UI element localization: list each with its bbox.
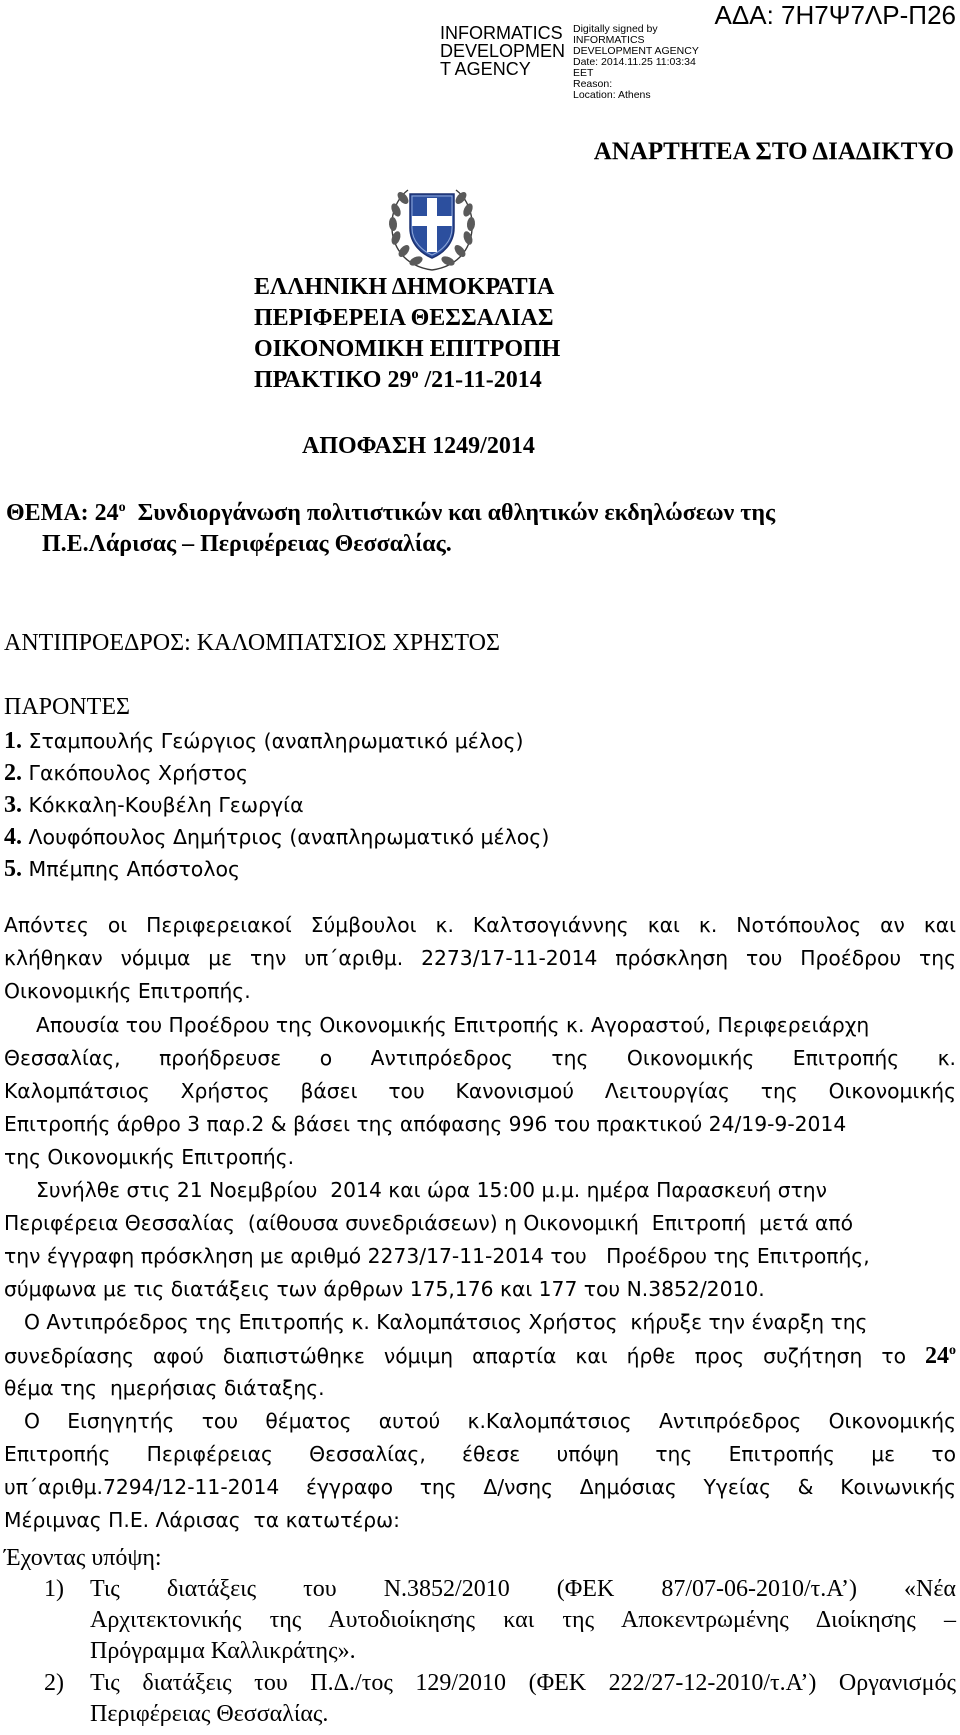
opening-text: συνεδρίασης αφού διαπιστώθηκε νόμιμη απαρτία και ήρθε προς συζήτηση το (4, 1344, 906, 1368)
rapporteur-paragraph-2 (4, 1442, 956, 1466)
opening-topic-number (925, 1343, 956, 1369)
subject-line (6, 500, 775, 527)
meeting-line: Περιφέρεια Θεσσαλίας (αίθουσα συνεδριάσεων) η Οικονομική Επιτροπή μετά από (4, 1211, 854, 1235)
considering-number: 1) (44, 1576, 64, 1602)
list-item (4, 853, 549, 885)
signature-detail-line: Location: Athens (573, 89, 651, 101)
opening-line: θέμα της ημερήσιας διάταξης. (4, 1376, 325, 1400)
signature-signer-name (440, 24, 570, 78)
rapporteur-line: Μέριμνας Π.Ε. Λάρισας τα κατωτέρω: (4, 1508, 400, 1532)
member-number: 5. (4, 856, 22, 882)
signature-name-line: T AGENCY (440, 59, 531, 79)
considering-line: Τις διατάξεις του Π.Δ./τος 129/2010 (ΦΕΚ 222/27-12-2010/τ.Α’) Οργανισμός (90, 1670, 956, 1696)
header-region: ΠΕΡΙΦΕΡΕΙΑ ΘΕΣΣΑΛΙΑΣ (254, 305, 554, 331)
greek-emblem-icon (382, 176, 482, 276)
signature-detail-line: EET (573, 67, 594, 79)
member-number: 2. (4, 760, 22, 786)
opening-topic-ordinal: ο (949, 1343, 956, 1358)
meeting-line: την έγγραφη πρόσκληση με αριθμό 2273/17-11-2014 του Προέδρου της Επιτροπής, (4, 1244, 870, 1268)
meeting-line: σύμφωνα με τις διατάξεις των άρθρων 175,176 και 177 του Ν.3852/2010. (4, 1277, 765, 1301)
opening-paragraph-2 (4, 1343, 956, 1370)
chair-absence-line: Απουσία του Προέδρου της Οικονομικής Επιτροπής κ. Αγοραστού, Περιφερειάρχη (36, 1013, 870, 1037)
minutes-prefix: ΠΡΑΚΤΙΚΟ 29 (254, 367, 412, 393)
meeting-line: Συνήλθε στις 21 Νοεμβρίου 2014 και ώρα 15:00 μ.μ. ημέρα Παρασκευή στην (36, 1178, 827, 1202)
present-members-title: ΠΑΡΟΝΤΕΣ (4, 694, 130, 720)
chair-absence-paragraph-3 (4, 1079, 956, 1103)
rapporteur-line: Ο Εισηγητής του θέματος αυτού κ.Καλομπάτσιος Αντιπρόεδρος Οικονομικής (24, 1409, 956, 1433)
opening-topic-num: 24 (925, 1343, 949, 1369)
ada-code: ΑΔΑ: 7Η7Ψ7ΛΡ-Π26 (714, 0, 956, 30)
absent-paragraph-2 (4, 946, 956, 970)
rapporteur-paragraph-3 (4, 1475, 956, 1499)
considering-line: Αρχιτεκτονικής της Αυτοδιοίκησης και της Αποκεντρωμένης Διοίκησης – (90, 1607, 956, 1633)
member-number: 1. (4, 728, 22, 754)
absent-line: κλήθηκαν νόμιμα με την υπ΄αριθμ. 2273/17-11-2014 πρόσκληση του Προέδρου της (4, 946, 956, 970)
signature-name-line: INFORMATICS (440, 23, 563, 43)
header-committee: ΟΙΚΟΝΟΜΙΚΗ ΕΠΙΤΡΟΠΗ (254, 336, 561, 362)
minutes-ordinal: ο (411, 367, 419, 382)
considering-line: Τις διατάξεις του Ν.3852/2010 (ΦΕΚ 87/07-06-2010/τ.Α’) «Νέα (90, 1576, 956, 1602)
member-name: Γακόπουλος Χρήστος (22, 761, 249, 785)
chair-absence-line: της Οικονομικής Επιτροπής. (4, 1145, 295, 1169)
absent-line: Απόντες οι Περιφερειακοί Σύμβουλοι κ. Καλτσογιάννης και κ. Νοτόπουλος αν και (4, 913, 956, 937)
chair-absence-paragraph-2 (4, 1046, 956, 1070)
rapporteur-line: υπ΄αριθμ.7294/12-11-2014 έγγραφο της Δ/νσης Δημόσιας Υγείας & Κοινωνικής (4, 1475, 956, 1499)
absent-paragraph (4, 913, 956, 937)
header-minutes (254, 366, 542, 394)
opening-line-2 (4, 1343, 956, 1370)
considering-number: 2) (44, 1670, 64, 1696)
member-name: Κόκκαλη-Κουβέλη Γεωργία (22, 793, 304, 817)
signature-detail-line: INFORMATICS (573, 34, 645, 46)
subject-text: Συνδιοργάνωση πολιτιστικών και αθλητικών εκδηλώσεων της (125, 500, 776, 526)
rapporteur-line: Επιτροπής Περιφέρειας Θεσσαλίας, έθεσε υπόψη της Επιτροπής με το (4, 1442, 956, 1466)
considering-item-2 (90, 1670, 956, 1697)
member-number: 3. (4, 792, 22, 818)
decision-number: ΑΠΟΦΑΣΗ 1249/2014 (302, 433, 535, 459)
rapporteur-paragraph-1 (24, 1409, 956, 1433)
subject-prefix: ΘΕΜΑ: 24 (6, 500, 119, 526)
list-item (4, 821, 549, 853)
signature-detail-line: Reason: (573, 78, 613, 90)
considering-title: Έχοντας υπόψη: (4, 1545, 162, 1571)
opening-line: Ο Αντιπρόεδρος της Επιτροπής κ. Καλομπάτσιος Χρήστος κήρυξε την έναρξη της (24, 1310, 868, 1334)
minutes-date: /21-11-2014 (418, 367, 542, 393)
member-name: Σταμπουλής Γεώργιος (αναπληρωματικό μέλος) (22, 729, 524, 753)
considering-item-1 (90, 1576, 956, 1603)
considering-line: Πρόγραμμα Καλλικράτης». (90, 1638, 356, 1664)
header-republic: ΕΛΛΗΝΙΚΗ ΔΗΜΟΚΡΑΤΙΑ (254, 274, 555, 300)
signature-detail-line: DEVELOPMENT AGENCY (573, 45, 699, 57)
chair-absence-line: Καλομπάτσιος Χρήστος βάσει του Κανονισμού Λειτουργίας της Οικονομικής (4, 1079, 956, 1103)
member-name: Μπέμπης Απόστολος (22, 857, 241, 881)
list-item (4, 725, 549, 757)
absent-line: Οικονομικής Επιτροπής. (4, 979, 251, 1003)
chair-absence-line: Θεσσαλίας, προήδρευσε ο Αντιπρόεδρος της Οικονομικής Επιτροπής κ. (4, 1046, 956, 1070)
signature-detail-line: Digitally signed by (573, 23, 658, 35)
signature-name-line: DEVELOPMEN (440, 41, 566, 61)
present-members-list (4, 725, 549, 885)
subject-line-continued: Π.Ε.Λάρισας – Περιφέρειας Θεσσαλίας. (42, 531, 452, 557)
considering-line: Περιφέρειας Θεσσαλίας. (90, 1701, 329, 1727)
member-number: 4. (4, 824, 22, 850)
chair-absence-line: Επιτροπής άρθρο 3 παρ.2 & βάσει της απόφασης 996 του πρακτικού 24/19-9-2014 (4, 1112, 847, 1136)
member-name: Λουφόπουλος Δημήτριος (αναπληρωματικό μέλος) (22, 825, 550, 849)
list-item (4, 757, 549, 789)
subject-ordinal: ο (118, 500, 126, 515)
signature-detail-line: Date: 2014.11.25 11:03:34 (573, 56, 696, 68)
vice-chair: ΑΝΤΙΠΡΟΕΔΡΟΣ: ΚΑΛΟΜΠΑΤΣΙΟΣ ΧΡΗΣΤΟΣ (4, 630, 500, 656)
signature-details (573, 24, 713, 101)
considering-item-1b (90, 1607, 956, 1634)
list-item (4, 789, 549, 821)
internet-posting-notice: ΑΝΑΡΤΗΤΕΑ ΣΤΟ ΔΙΑΔΙΚΤΥΟ (593, 138, 954, 165)
